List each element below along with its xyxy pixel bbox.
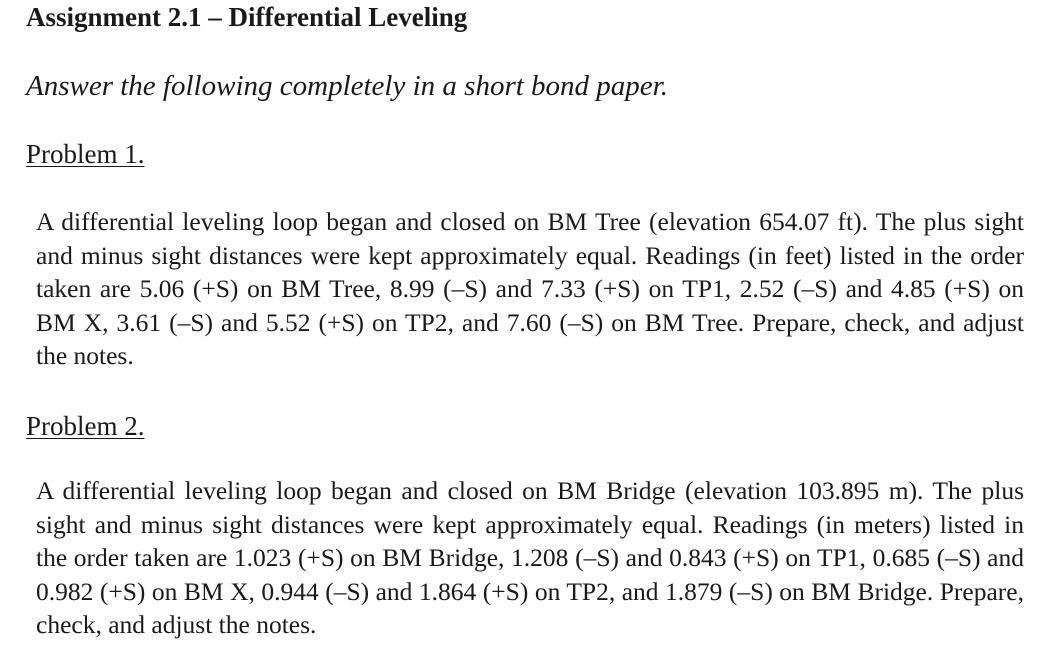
problem-2-heading: Problem 2. [26, 411, 145, 441]
instruction-text: Answer the following completely in a short bond paper. [26, 70, 668, 102]
problem-2-body: A differential leveling loop began and closed on BM Bridge (elevation 103.895 m). The plus sight and minus sight distances were kept approximately equal. Readings (in meters) listed in the order taken are 1.023 (+S) on BM Bridge, 1.208 (–S) and 0.843 (+S) on TP1, 0.685 (–S) and 0.982 (+S) on BM X, 0.944 (–S) and 1.864 (+S) on TP2, and 1.879 (–S) on BM Bridge. Prepare, check, and adjust the notes. [36, 476, 1024, 640]
problem-1-heading: Problem 1. [26, 139, 145, 169]
document-title: Assignment 2.1 – Differential Leveling [26, 2, 468, 32]
problem-1-body: A differential leveling loop began and closed on BM Tree (elevation 654.07 ft). The plus sight and minus sight distances were kept approximately equal. Readings (in feet) listed in the order taken are 5.06 (+S) on BM Tree, 8.99 (–S) and 7.33 (+S) on TP1, 2.52 (–S) and 4.85 (+S) on BM X, 3.61 (–S) and 5.52 (+S) on TP2, and 7.60 (–S) on BM Tree. Prepare, check, and adjust the notes. [36, 207, 1024, 371]
